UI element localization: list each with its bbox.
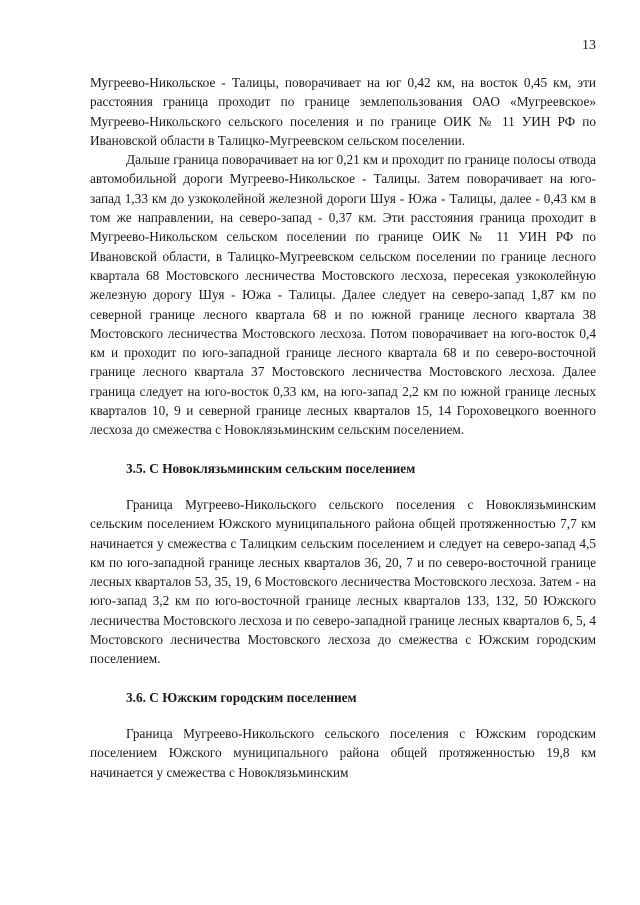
- paragraph-boundary-continuation: Мугреево-Никольское - Талицы, поворачивает на юг 0,42 км, на восток 0,45 км, эти расстояния граница проходит по границе землепользования ОАО «Мугреевское» Мугреево-Никольского сельского поселения и по границе ОИК № 11 УИН РФ по Ивановской области в Талицко-Мугреевском сельском поселении.: [90, 75, 596, 148]
- section-heading-3-5: 3.5. С Новоклязьминским сельским поселением: [126, 460, 416, 476]
- spacer: [90, 669, 596, 688]
- paragraph-yuzhskoe-boundary: Граница Мугреево-Никольского сельского поселения с Южским городским поселением Южского муниципального района общей протяженностью 19,8 км начинается у смежества с Новоклязьминским: [90, 725, 596, 780]
- spacer: [90, 440, 596, 459]
- page-content: [90, 73, 596, 782]
- spacer: [90, 478, 596, 495]
- spacer: [90, 707, 596, 724]
- page-number: 13: [582, 38, 596, 53]
- paragraph-boundary-route: Дальше граница поворачивает на юг 0,21 км и проходит по границе полосы отвода автомобильной дороги Мугреево-Никольское - Талицы. Затем поворачивает на юго-запад 1,33 км до узкоколейной железной дороги Шуя - Южа - Талицы, далее - 0,43 км в том же направлении, на северо-запад - 0,37 км. Эти расстояния граница проходит в Мугреево-Никольском сельском поселении по границе ОИК № 11 УИН РФ по Ивановской области, в Талицко-Мугреевском сельском поселении по границе лесного квартала 68 Мостовского лесничества Мостовского лесхоза, пересекая узкоколейную железную дорогу Шуя - Южа - Талицы. Далее следует на северо-запад 1,87 км по северной границе лесного квартала 68 и по южной границе лесного квартала 38 Мостовского лесничества Мостовского лесхоза. Потом поворачивает на юго-восток 0,4 км и проходит по юго-западной границе лесного квартала 68 и по северо-восточной границе лесного квартала 37 Мостовского лесничества Мостовского лесхоза. Далее граница следует на юго-восток 0,33 км, на юго-запад 2,2 км по южной границе лесных кварталов 10, 9 и северной границе лесных кварталов 15, 14 Гороховецкого военного лесхоза до смежества с Новоклязьминским сельским поселением.: [90, 152, 596, 438]
- section-heading-3-6: 3.6. С Южским городским поселением: [126, 689, 357, 705]
- paragraph-novoklyazminskoe-boundary: Граница Мугреево-Никольского сельского поселения с Новоклязьминским сельским поселением Южского муниципального района общей протяженностью 7,7 км начинается у смежества с Талицким сельским поселением и следует на северо-запад 4,5 км по юго-западной границе лесных кварталов 36, 20, 7 и по северо-восточной границе лесных кварталов 53, 35, 19, 6 Мостовского лесничества Мостовского лесхоза. Затем - на юго-запад 3,2 км по юго-восточной границе лесных кварталов 133, 132, 50 Южского лесничества Мостовского лесхоза и по северо-западной границе лесных кварталов 6, 5, 4 Мостовского лесничества Мостовского лесхоза до смежества с Южским городским поселением.: [90, 496, 596, 667]
